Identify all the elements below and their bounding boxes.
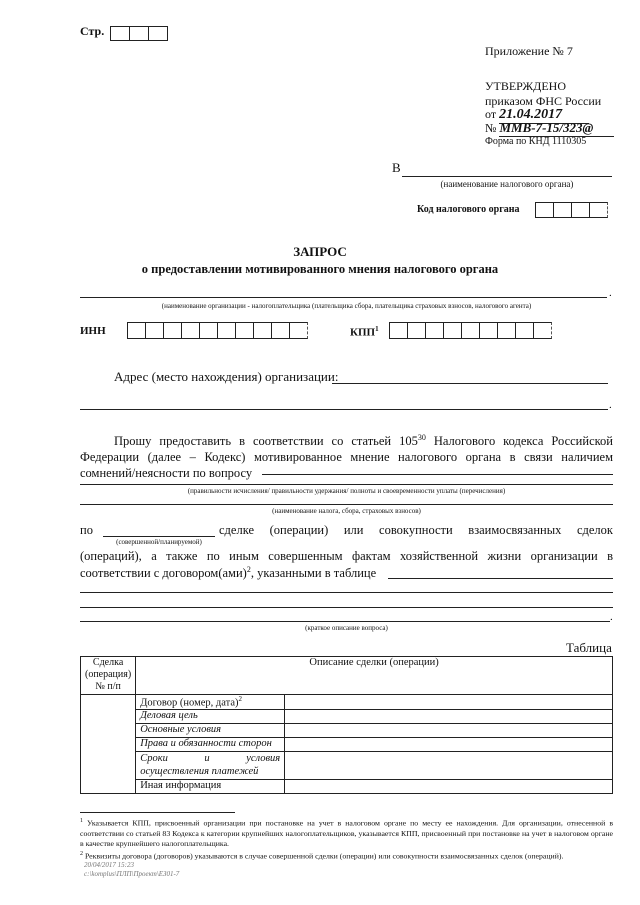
kpp-cell[interactable]	[479, 322, 498, 339]
tax-authority-caption: (наименование налогового органа)	[440, 179, 574, 189]
page-label: Стр.	[80, 24, 105, 38]
code-label: Код налогового органа	[417, 204, 520, 215]
address-label: Адрес (место нахождения) организации:	[114, 369, 339, 384]
contract-field-1[interactable]	[388, 578, 613, 579]
from-label: от	[485, 107, 497, 121]
deal-type-field[interactable]	[103, 536, 215, 537]
kpp-cell[interactable]	[461, 322, 480, 339]
inn-cell[interactable]	[289, 322, 308, 339]
kpp-cell[interactable]	[497, 322, 516, 339]
footnote-1: $^1$ Указывается КПП, присвоенный организации при постановке на учет в налоговом органе по месту ее нахождения. Для организации, отнесенной в соответствии со статьей 83 Кодекса к категории крупнейших налогоплательщиков, указывается КПП, присвоенный при постановке на учет в налоговом органе в качестве крупнейшего налогоплательщика.	[80, 818, 613, 848]
footnote-2: $^2$ Реквизиты договора (договоров) указываются в случае совершенной сделки (операции) или совокупности взаимосвязанных сделок (операций).	[80, 851, 564, 861]
kpp-cell[interactable]	[443, 322, 462, 339]
deal-type-caption: (совершенной/планируемой)	[116, 538, 202, 546]
table-row: Сроки и условия осуществления платежей	[136, 751, 285, 779]
order-number: ММВ-7-15/323@	[499, 120, 614, 137]
period: .	[609, 287, 612, 299]
deal-text-2: (операций), а также по иным совершенным фактам хозяйственной жизни организации в	[80, 549, 613, 563]
to-label: В	[392, 160, 401, 175]
main-terms-cell[interactable]	[285, 723, 613, 737]
print-stamp-date: 20/04/2017 15:23	[84, 861, 134, 869]
kpp-cell[interactable]	[389, 322, 408, 339]
business-goal-cell[interactable]	[285, 709, 613, 723]
kpp-cell[interactable]	[533, 322, 552, 339]
col-description-header: Описание сделки (операции)	[136, 657, 613, 695]
payment-terms-cell[interactable]	[285, 751, 613, 779]
po-label: по	[80, 523, 93, 537]
order-date: 21.04.2017	[499, 107, 589, 124]
deal-text-3: соответствии с договором(ами)$^2$, указанными в таблице	[80, 565, 377, 581]
appendix-label: Приложение № 7	[485, 44, 573, 58]
table-row: Основные условия	[136, 723, 285, 737]
address-field-1[interactable]	[332, 383, 608, 384]
form-code: Форма по КНД 1110305	[485, 136, 587, 147]
print-stamp-path: c:\komplus\ПЛП\Проект\ЕЗ01-7	[84, 870, 180, 878]
tax-field[interactable]	[80, 504, 613, 505]
approved-label: УТВЕРЖДЕНО	[485, 79, 567, 93]
period: .	[610, 611, 613, 623]
brief-caption: (краткое описание вопроса)	[305, 624, 388, 632]
inn-cell[interactable]	[253, 322, 272, 339]
contract-field-2[interactable]	[80, 592, 613, 593]
address-field-2[interactable]	[80, 409, 608, 410]
inn-cell[interactable]	[127, 322, 146, 339]
deal-text-1: сделке (операции) или совокупности взаимосвязанных сделок	[219, 523, 613, 537]
code-cells[interactable]	[536, 201, 608, 219]
inn-cell[interactable]	[217, 322, 236, 339]
contract-field-4[interactable]	[80, 621, 610, 622]
tax-authority-field[interactable]	[402, 176, 612, 177]
deals-table	[80, 656, 613, 794]
org-name-caption: (наименование организации - налогоплательщика (плательщика сбора, плательщика страховых взносов, налогового агента)	[161, 302, 532, 310]
table-row: Права и обязанности сторон	[136, 737, 285, 751]
inn-cell[interactable]	[181, 322, 200, 339]
order-label: приказом ФНС России	[485, 94, 602, 108]
page-number-cells[interactable]	[111, 24, 168, 42]
inn-label: ИНН	[80, 325, 106, 337]
inn-cell[interactable]	[163, 322, 182, 339]
kpp-label: КПП$^1$	[350, 325, 379, 339]
org-name-field[interactable]	[80, 297, 607, 298]
contract-value-cell[interactable]	[285, 695, 613, 710]
doc-subtitle: о предоставлении мотивированного мнения налогового органа	[141, 262, 499, 276]
tax-caption: (наименование налога, сбора, страховых взносов)	[272, 507, 421, 515]
contract-field-3[interactable]	[80, 607, 613, 608]
inn-cells[interactable]	[128, 321, 308, 339]
table-row: Иная информация	[136, 779, 285, 793]
inn-cell[interactable]	[199, 322, 218, 339]
inn-cell[interactable]	[235, 322, 254, 339]
kpp-cell[interactable]	[515, 322, 534, 339]
table-row: Деловая цель	[136, 709, 285, 723]
inn-cell[interactable]	[271, 322, 290, 339]
doc-title: ЗАПРОС	[293, 244, 347, 259]
kpp-cell[interactable]	[425, 322, 444, 339]
kpp-cells[interactable]	[390, 321, 552, 339]
correctness-field[interactable]	[80, 484, 613, 485]
period: .	[609, 399, 612, 411]
deal-number-cell[interactable]	[81, 695, 136, 794]
kpp-cell[interactable]	[407, 322, 426, 339]
num-label: №	[485, 121, 497, 135]
correctness-caption: (правильности исчисления/ правильности удержания/ полноты и своевременности уплаты (перечисления)	[187, 487, 506, 495]
footnote-divider	[80, 812, 235, 813]
request-paragraph: Прошу предоставить в соответствии со статьей $105^{30}$ Налогового кодекса Российской Федерации (далее – Кодекс) мотивированное мнение налогового органа в связи наличием сомнений/неясности по вопросу	[80, 433, 613, 481]
question-field[interactable]	[262, 474, 613, 475]
col-number-header: Сделка (операция) № п/п	[81, 657, 136, 695]
rights-cell[interactable]	[285, 737, 613, 751]
table-label: Таблица	[566, 640, 612, 655]
table-row: Договор (номер, дата)$^2$	[136, 695, 285, 710]
other-info-cell[interactable]	[285, 779, 613, 793]
order-number-row	[485, 120, 614, 137]
inn-cell[interactable]	[145, 322, 164, 339]
